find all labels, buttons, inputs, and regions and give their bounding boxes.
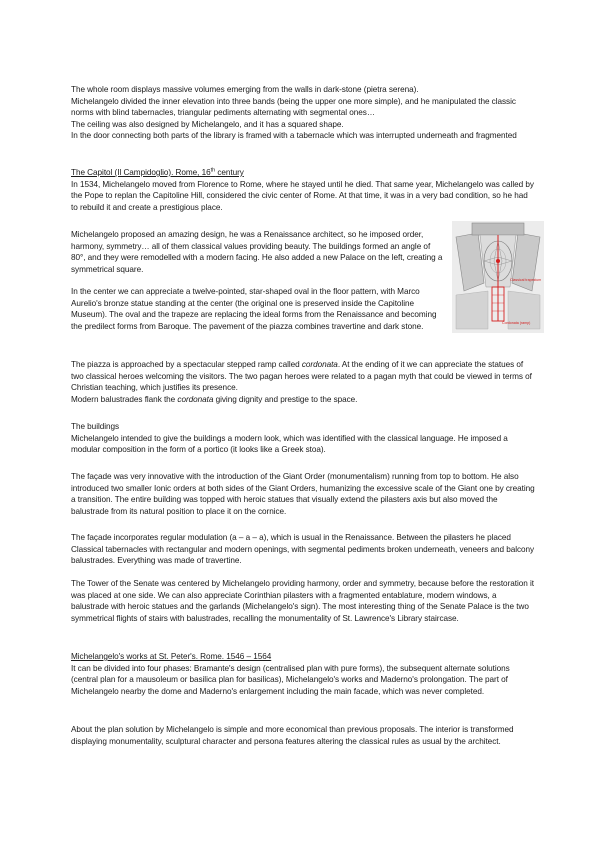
- facade-paragraph: The façade was very innovative with the introduction of the Giant Order (monumentalism) running from top to bottom. He also introduced two smaller Ionic orders at both sides of the Giant Orders, humanizing the excessive scale of the Giant one by creating a transition. The entire building was topped with heroic statues that visually extend the pilasters axis but also moved the balustrade from its natural position to place it on the cornice.: [71, 472, 535, 516]
- figure-label-trapezium: Classical trapezium: [510, 278, 542, 282]
- stpeters-heading: Michelangelo's works at St. Peter's. Rome. 1546 – 1564: [71, 652, 272, 661]
- buildings-section: [71, 421, 536, 456]
- figure-label-cordonata: Cordonata (ramp): [502, 321, 531, 325]
- intro-line-3: The ceiling was also designed by Michelangelo, and it has a squared shape.: [71, 119, 344, 129]
- stpeters-paragraph-2: About the plan solution by Michelangelo is simple and more economical than previous proposals. The interior is transformed displaying monumentality, sculptural character and persona features altering the classical rules as usual by the architect.: [71, 725, 514, 746]
- tower-senate-paragraph: The Tower of the Senate was centered by Michelangelo providing harmony, order and symmetry, because before the restoration it was placed at one side. We can also appreciate Corinthian pilasters with a fragmented entablature, modern windows, a balustrade with heroic statues and the garlands (Michelangelo's sign). The most interesting thing of the Senate Palace is the two symmetrical flights of stairs with balustrades, recalling the monumentality of St. Lawrence's Library staircase.: [71, 579, 534, 623]
- capitol-paragraph-1: In 1534, Michelangelo moved from Florence to Rome, where he stayed until he died. That same year, Michelangelo was called by the Pope to replan the Capitoline Hill, considered the civic center of Rome. At that time, it was in a very bad condition, so he had to rebuild it and create a prestigious place.: [71, 179, 534, 212]
- capitol-plan-figure: [452, 221, 544, 333]
- intro-line-2: Michelangelo divided the inner elevation into three bands (being the upper one more simple), and he manipulated the classic norms with blind tabernacles, triangular pediments alternating with segmental ones…: [71, 96, 516, 118]
- stpeters-paragraph-1: It can be divided into four phases: Bramante's design (centralised plan with pure forms), the subsequent alternate solutions (central plan for a mausoleum or basilica plan for basilicas), Michelangelo's works and Maderno's prolongation. The part of Michelangelo nearby the dome and Maderno's enlargement including the main facade, which was never completed.: [71, 663, 510, 696]
- capitol-paragraph-3: In the center we can appreciate a twelve-pointed, star-shaped oval in the floor pattern, with Marco Aurelio's bronze statue standing at the center (the original one is preserved inside the Capitoline Museum). The oval and the trapeze are replacing the ideal forms from the Renaissance and becoming the predilect forms from Baroque. The pavement of the piazza combines travertine and dark stone.: [71, 287, 437, 331]
- stpeters-section: [71, 651, 536, 697]
- buildings-title: The buildings: [71, 422, 120, 431]
- intro-paragraph: [71, 84, 536, 142]
- capitol-heading: The Capitol (Il Campidoglio). Rome, 16th century: [71, 167, 244, 177]
- capitol-section: [71, 167, 536, 213]
- intro-line-1: The whole room displays massive volumes emerging from the walls in dark-stone (pietra serena).: [71, 85, 419, 94]
- buildings-paragraph: Michelangelo intended to give the buildings a modern look, which was identified with the classical language. He imposed a modular composition in the form of a portico (it looks like a Greek stoa).: [71, 433, 508, 455]
- capitol-plan-drawing: [452, 221, 544, 333]
- capitol-paragraph-2: Michelangelo proposed an amazing design, he was a Renaissance architect, so he imposed order, harmony, symmetry… all of them classical values providing beauty. The buildings formed an angle of 80°, and they were remodelled with a modern facing. He also added a new Palace on the left, creating a symmetrical square.: [71, 230, 443, 274]
- intro-line-4: In the door connecting both parts of the library is framed with a tabernacle which was interrupted underneath and fragmented: [71, 131, 517, 141]
- capitol-paragraph-4: The piazza is approached by a spectacular stepped ramp called cordonata. At the ending of it we can appreciate the statues of two classical heroes welcoming the visitors. The two pagan heroes were related to a pagan myth that could be viewed in terms of Christian teaching, which justifies its presence. Modern balustrades flank the cordonata giving dignity and prestige to the space.: [71, 360, 532, 404]
- modulation-paragraph: The façade incorporates regular modulation (a – a – a), which is usual in the Renaissance. Between the pilasters he placed Classical tabernacles with rectangular and modern openings, with segmental pediments broken underneath, veneers and balcony balustrades. Everything was made of travertine.: [71, 533, 535, 566]
